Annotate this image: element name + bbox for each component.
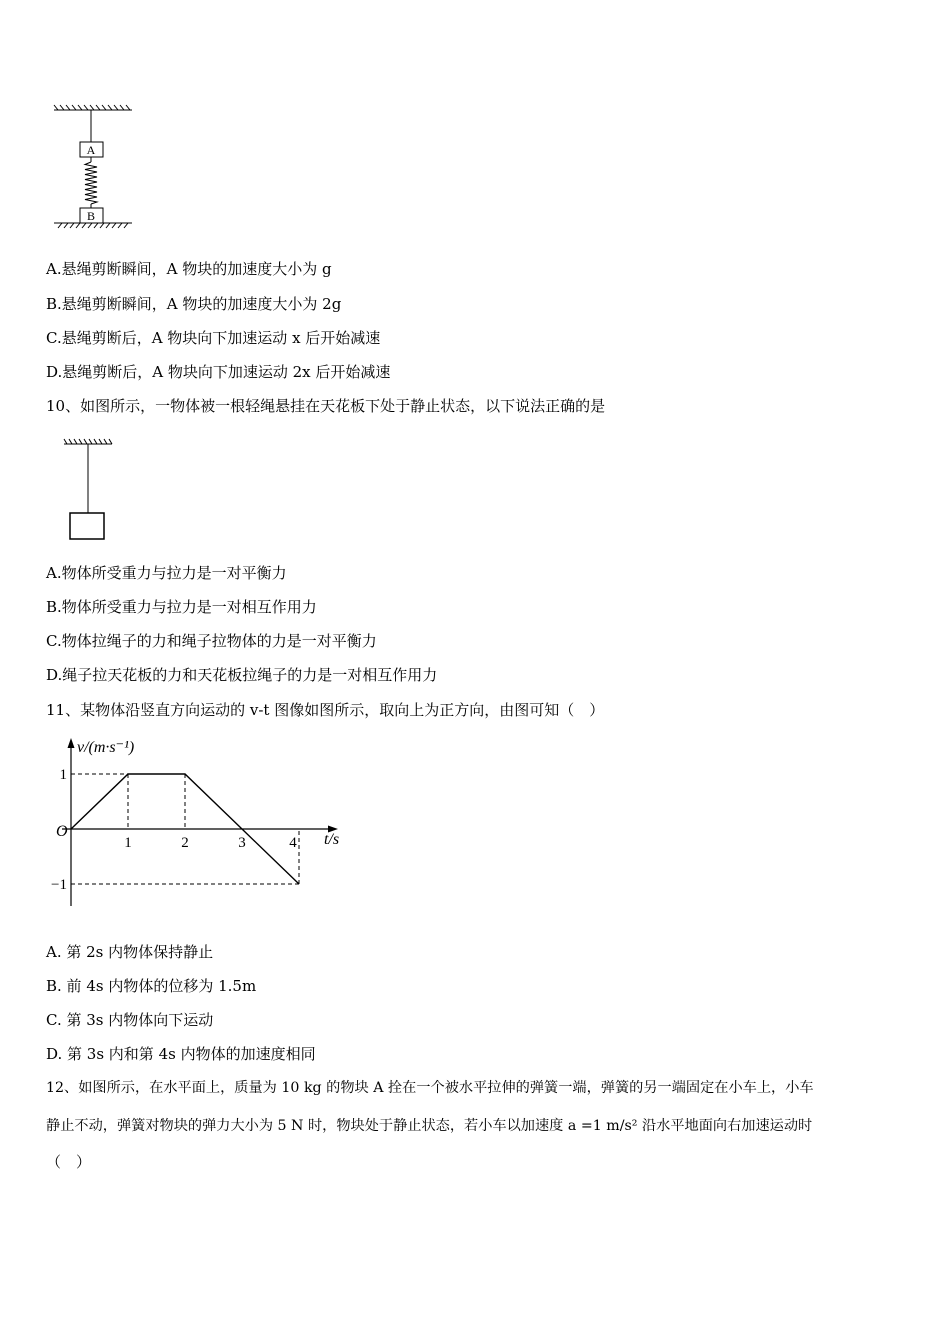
x-tick-label-2: 2	[181, 835, 189, 851]
block-a-label: A	[86, 143, 96, 157]
q9-option-b: B.悬绳剪断瞬间，A 物块的加速度大小为 2g	[46, 295, 342, 313]
q11-option-c: C. 第 3s 内物体向下运动	[46, 1011, 214, 1029]
q12-stem-line3: （ ）	[46, 1153, 92, 1171]
y-tick-label-1: 1	[59, 767, 67, 783]
y-axis-arrow	[68, 738, 75, 748]
q11-stem: 11、某物体沿竖直方向运动的 v-t 图像如图所示，取向上为正方向，由图可知（ ）	[46, 701, 605, 719]
q9-option-a: A.悬绳剪断瞬间，A 物块的加速度大小为 g	[46, 260, 332, 278]
origin-label: O	[56, 823, 68, 840]
q10-option-b: B.物体所受重力与拉力是一对相互作用力	[46, 598, 317, 616]
spring	[85, 162, 97, 204]
q10-option-c: C.物体拉绳子的力和绳子拉物体的力是一对平衡力	[46, 632, 377, 650]
hanging-box	[70, 513, 104, 539]
x-tick-label-3: 3	[238, 835, 246, 851]
x-tick-label-4: 4	[289, 835, 297, 851]
q10-stem: 10、如图所示，一物体被一根轻绳悬挂在天花板下处于静止状态，以下说法正确的是	[46, 397, 606, 415]
q9-option-c: C.悬绳剪断后，A 物块向下加速运动 x 后开始减速	[46, 329, 381, 347]
q9-figure	[50, 100, 140, 235]
q10-option-d: D.绳子拉天花板的力和天花板拉绳子的力是一对相互作用力	[46, 666, 438, 684]
q12-stem-line2: 静止不动，弹簧对物块的弹力大小为 5 N 时，物块处于静止状态，若小车以加速度 a =1 m/s² 沿水平地面向右加速运动时	[46, 1118, 813, 1134]
q11-option-b: B. 前 4s 内物体的位移为 1.5m	[46, 977, 257, 995]
q10-option-a: A.物体所受重力与拉力是一对平衡力	[46, 564, 287, 582]
x-axis-label: t/s	[324, 831, 340, 848]
q10-figure	[58, 436, 128, 546]
q11-vt-chart	[40, 732, 360, 910]
q11-option-d: D. 第 3s 内和第 4s 内物体的加速度相同	[46, 1045, 316, 1063]
y-axis-label: v/(m·s⁻¹)	[77, 739, 135, 756]
block-b-label: B	[86, 209, 96, 223]
y-tick-label-neg1: −1	[51, 877, 67, 893]
q11-option-a: A. 第 2s 内物体保持静止	[46, 943, 214, 961]
x-tick-label-1: 1	[124, 835, 132, 851]
q12-stem-line1: 12、如图所示，在水平面上，质量为 10 kg 的物块 A 拴在一个被水平拉伸的弹簧一端，弹簧的另一端固定在小车上，小车	[46, 1080, 814, 1096]
q9-option-d: D.悬绳剪断后，A 物块向下加速运动 2x 后开始减速	[46, 363, 391, 381]
